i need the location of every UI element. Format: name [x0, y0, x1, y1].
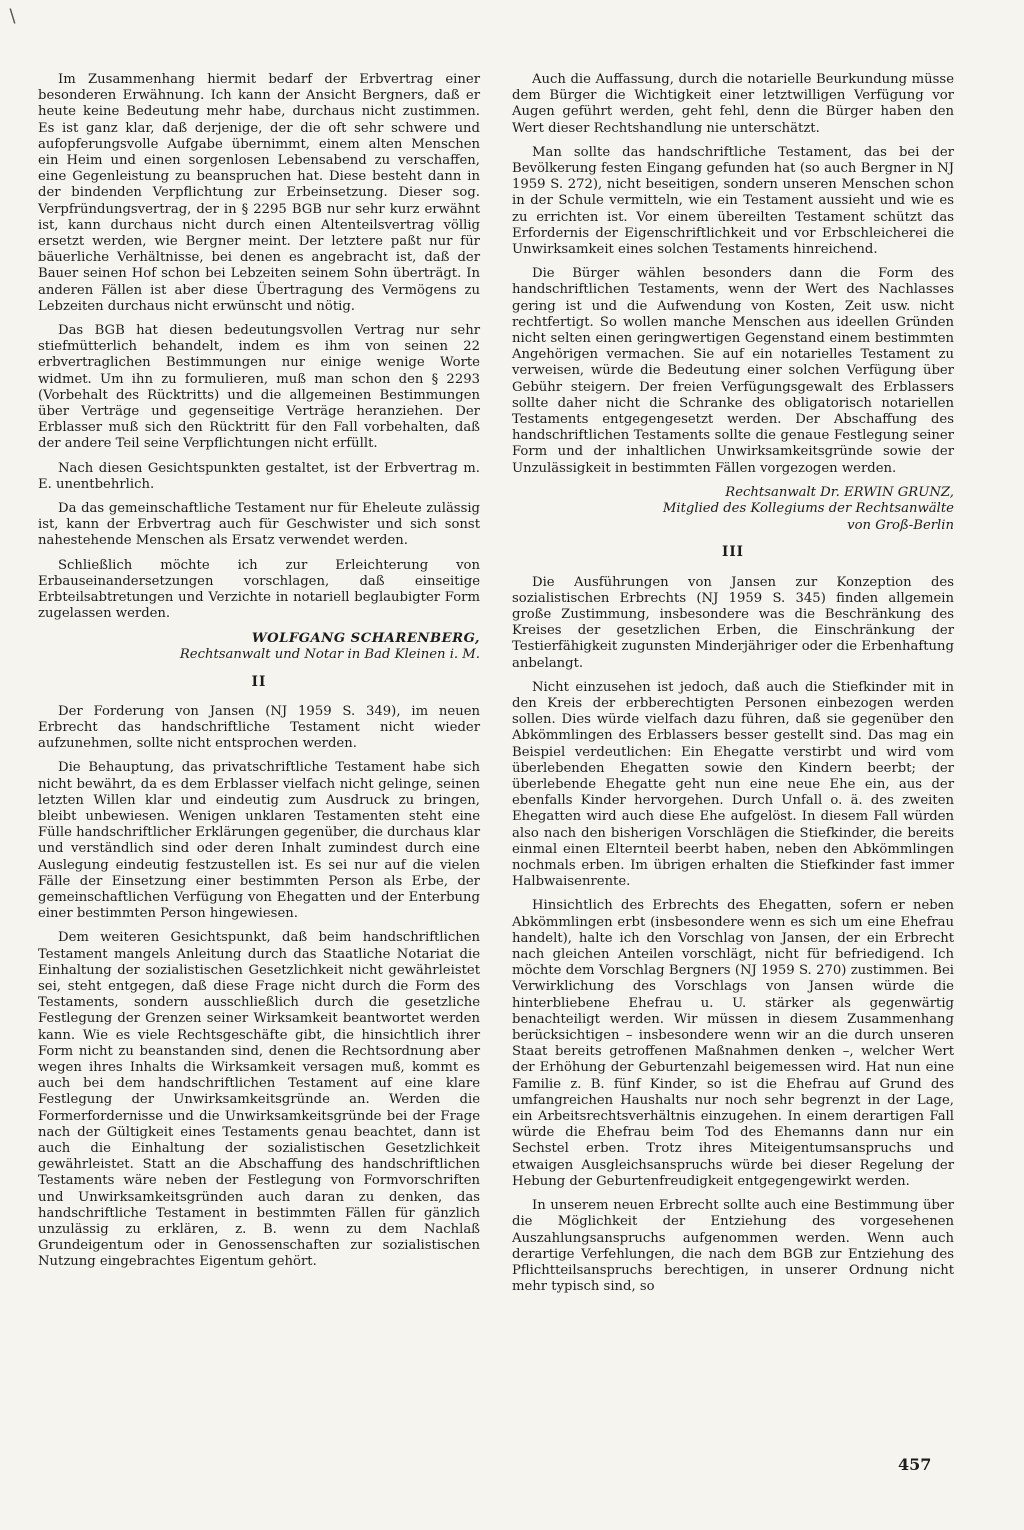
- left-paragraphs-1: [38, 72, 480, 623]
- paragraph: Der Forderung von Jansen (NJ 1959 S. 349), im neuen Erbrecht das handschriftliche Testament nicht wieder aufzunehmen, sollte nicht entsprochen werden.: [38, 703, 480, 752]
- right-paragraphs-2: [512, 575, 954, 1296]
- right-paragraphs-1: [512, 72, 954, 477]
- paragraph: Da das gemeinschaftliche Testament nur für Eheleute zulässig ist, kann der Erbvertrag auch für Geschwister und sich sonst nahestehende Menschen als Ersatz verwendet werden.: [38, 501, 480, 549]
- paragraph: In unserem neuen Erbrecht sollte auch eine Bestimmung über die Möglichkeit der Entziehung des vorgesehenen Auszahlungsanspruchs aufgenommen werden. Wenn auch derartige Verfehlungen, die nach dem BGB zur Entziehung des Pflichtteilsanspruchs berechtigen, in unserer Ordnung nicht mehr typisch sind, so: [512, 1198, 954, 1295]
- paragraph: Nach diesen Gesichtspunkten gestaltet, ist der Erbvertrag m. E. unentbehrlich.: [38, 460, 480, 492]
- page-number: 457: [898, 1455, 932, 1474]
- paragraph: Nicht einzusehen ist jedoch, daß auch die Stiefkinder mit in den Kreis der erbberechtigten Personen einbezogen werden sollen. Dies würde vielfach dazu führen, daß sie gegenüber den Abkömmlingen des Erblassers besser gestellt sind. Das mag ein Beispiel verdeutlichen: Ein Ehegatte verstirbt und wird vom überlebenden Ehegatten sowie den Kindern beerbt; der überlebende Ehegatte geht nun eine neue Ehe ein, aus der ebenfalls Kinder hervorgehen. Durch Unfall o. ä. des zweiten Ehegatten wird auch diese Ehe aufgelöst. In diesem Fall würden also nach den bisherigen Vorschlägen die Stiefkinder, die bereits einmal einen Elternteil beerbt haben, neben den Abkömmlingen nochmals erben. Im übrigen erhalten die Stiefkinder fast immer Halbwaisenrente.: [512, 679, 954, 890]
- right-column: [512, 72, 954, 1303]
- paragraph: Im Zusammenhang hiermit bedarf der Erbvertrag einer besonderen Erwähnung. Ich kann der Ansicht Bergners, daß er heute keine Bedeutung mehr habe, durchaus nicht zustimmen. Es ist ganz klar, daß derjenige, der die oft sehr schwere und aufopferungsvolle Aufgabe übernimmt, einem alten Menschen ein Heim und einen sorgenlosen Lebensabend zu verschaffen, eine Gegenleistung zu beanspruchen hat. Diese besteht dann in der bindenden Verpflichtung zur Erbeinsetzung. Dieser sog. Verpfründungsvertrag, der in § 2295 BGB nur sehr kurz erwähnt ist, kann durchaus nicht durch einen Altenteilsvertrag völlig ersetzt werden, wie Bergner meint. Der letztere paßt nur für bäuerliche Verhältnisse, bei denen es angebracht ist, daß der Bauer seinen Hof schon bei Lebzeiten seinem Sohn überträgt. In anderen Fällen ist aber diese Übertragung des Vermögens zu Lebzeiten durchaus nicht erwünscht und nötig.: [38, 72, 480, 314]
- paragraph: Hinsichtlich des Erbrechts des Ehegatten, sofern er neben Abkömmlingen erbt (insbesondere wenn es sich um eine Ehefrau handelt), halte ich den Vorschlag von Jansen, der ein Erbrecht nach gleichen Anteilen vorschlägt, nicht für befriedigend. Ich möchte dem Vorschlag Bergners (NJ 1959 S. 270) zustimmen. Bei Verwirklichung des Vorschlags von Jansen würde die hinterbliebene Ehefrau u. U. stärker als gegenwärtig benachteiligt werden. Wir müssen in diesem Zusammenhang berücksichtigen – insbesondere wenn wir an die durch unseren Staat bereits getroffenen Maßnahmen denken –, welcher Wert der Erhöhung der Geburtenzahl beigemessen wird. Hat nun eine Familie z. B. fünf Kinder, so ist die Ehefrau auf Grund des umfangreichen Haushalts nur noch sehr begrenzt in der Lage, ein Arbeitsrechtsverhältnis einzugehen. In einem derartigen Fall würde die Ehefrau beim Tod des Ehemanns dann nur ein Sechstel erben. Trotz ihres Miteigentumsanspruchs und etwaigen Ausgleichsanspruchs würde bei dieser Regelung der Hebung der Geburtenfreudigkeit entgegengewirkt werden.: [512, 898, 954, 1189]
- paragraph: Das BGB hat diesen bedeutungsvollen Vertrag nur sehr stiefmütterlich behandelt, indem es ihm von seinen 22 erbvertraglichen Bestimmungen nur einige wenige Worte widmet. Um ihn zu formulieren, muß man schon den § 2293 (Vorbehalt des Rücktritts) und die allgemeinen Bestimmungen über Verträge und gegenseitige Verträge heranziehen. Der Erblasser muß sich den Rücktritt für den Fall vorbehalten, daß der andere Teil seine Verpflichtungen nicht erfüllt.: [38, 323, 480, 452]
- signature-title: Rechtsanwalt und Notar in Bad Kleinen i. M.: [179, 647, 480, 662]
- left-paragraphs-2: [38, 704, 480, 1271]
- paragraph: Dem weiteren Gesichtspunkt, daß beim handschriftlichen Testament mangels Anleitung durch das Staatliche Notariat die Einhaltung der sozialistischen Gesetzlichkeit nicht gewährleistet sei, steht entgegen, daß diese Frage nicht durch die Form des Testaments, sondern ausschließlich durch die gesetzliche Festlegung der Grenzen seiner Wirksamkeit beantwortet werden kann. Wie es viele Rechtsgeschäfte gibt, die hinsichtlich ihrer Form nicht zu beanstanden sind, denen die Rechtsordnung aber wegen ihres Inhalts die Wirksamkeit versagen muß, kommt es auch bei dem handschriftlichen Testament auf eine klare Festlegung der Unwirksamkeitsgründe an. Werden die Formerfordernisse und die Unwirksamkeitsgründe bei der Frage nach der Gültigkeit eines Testaments genau beachtet, dann ist auch die Einhaltung der sozialistischen Gesetzlichkeit gewährleistet. Statt an die Abschaffung des handschriftlichen Testaments wäre neben der Festlegung von Formvorschriften und Unwirksamkeitsgründen auch daran zu denken, das handschriftliche Testament in bestimmten Fällen für gänzlich unzulässig zu erklären, z. B. wenn zu dem Nachlaß Grundeigentum oder in Genossenschaften zur sozialistischen Nutzung eingebrachtes Eigentum gehört.: [38, 930, 480, 1270]
- signature-grunz: [512, 485, 954, 535]
- paragraph: Die Ausführungen von Jansen zur Konzeption des sozialistischen Erbrechts (NJ 1959 S. 345) finden allgemein große Zustimmung, insbesondere was die Beschränkung des Kreises der gesetzlichen Erben, die Einschränkung der Testierfähigkeit zugunsten Minderjähriger oder die Erbenhaftung anbelangt.: [512, 574, 954, 671]
- signature-scharenberg: [38, 631, 480, 664]
- paragraph: Man sollte das handschriftliche Testament, das bei der Bevölkerung festen Eingang gefunden hat (so auch Bergner in NJ 1959 S. 272), nicht beseitigen, sondern unseren Menschen schon in der Schule vermitteln, wie ein Testament aussieht und wie es zu errichten ist. Vor einem übereilten Testament schützt das Erfordernis der Eigenschriftlichkeit und vor Erbschleicherei die Unwirksamkeit eines solchen Testaments hinreichend.: [512, 144, 954, 258]
- signature-line-3: von Groß-Berlin: [847, 517, 954, 533]
- signature-line-1: Rechtsanwalt Dr. ERWIN GRUNZ,: [725, 484, 954, 500]
- section-heading-iii: III: [722, 544, 744, 561]
- signature-name: WOLFGANG SCHARENBERG,: [251, 630, 480, 646]
- corner-mark: ∖: [6, 6, 18, 27]
- paragraph: Auch die Auffassung, durch die notarielle Beurkundung müsse dem Bürger die Wichtigkeit einer letztwilligen Verfügung vor Augen geführt werden, geht fehl, denn die Bürger haben den Wert dieser Rechtshandlung nie unterschätzt.: [512, 72, 954, 136]
- paragraph: Schließlich möchte ich zur Erleichterung von Erbauseinandersetzungen vorschlagen, daß einseitige Erbteilsabtretungen und Verzichte in notariell beglaubigter Form zugelassen werden.: [38, 557, 480, 622]
- section-heading-ii: II: [251, 673, 267, 690]
- left-column: [38, 72, 480, 1279]
- paragraph: Die Bürger wählen besonders dann die Form des handschriftlichen Testaments, wenn der Wert des Nachlasses gering ist und die Aufwendung von Kosten, Zeit usw. nicht rechtfertigt. So wollen manche Menschen aus ideellen Gründen nicht selten einen geringwertigen Gegenstand einem bestimmten Angehörigen vermachen. Sie auf ein notarielles Testament zu verweisen, würde die Bedeutung einer solchen Verfügung über Gebühr steigern. Der freien Verfügungsgewalt des Erblassers sollte daher nicht die Schranke des obligatorisch notariellen Testaments entgegengesetzt werden. Der Abschaffung des handschriftlichen Testaments sollte die genaue Festlegung seiner Form und der inhaltlichen Unwirksamkeitsgründe sowie der Unzulässigkeit in bestimmten Fällen vorgezogen werden.: [512, 266, 954, 476]
- signature-line-2: Mitglied des Kollegiums der Rechtsanwälte: [662, 501, 954, 517]
- paragraph: Die Behauptung, das privatschriftliche Testament habe sich nicht bewährt, da es dem Erblasser vielfach nicht gelinge, seinen letzten Willen klar und eindeutig zum Ausdruck zu bringen, bleibt unbewiesen. Wenigen unklaren Testamenten steht eine Fülle handschriftlicher Erklärungen gegenüber, die durchaus klar und verständlich sind oder deren Inhalt zumindest durch eine Auslegung eindeutig festzustellen ist. Es sei nur auf die vielen Fälle der Einsetzung einer bestimmten Person als Erbe, der gemeinschaftlichen Verfügung von Ehegatten und der Enterbung einer bestimmten Person hingewiesen.: [38, 760, 480, 922]
